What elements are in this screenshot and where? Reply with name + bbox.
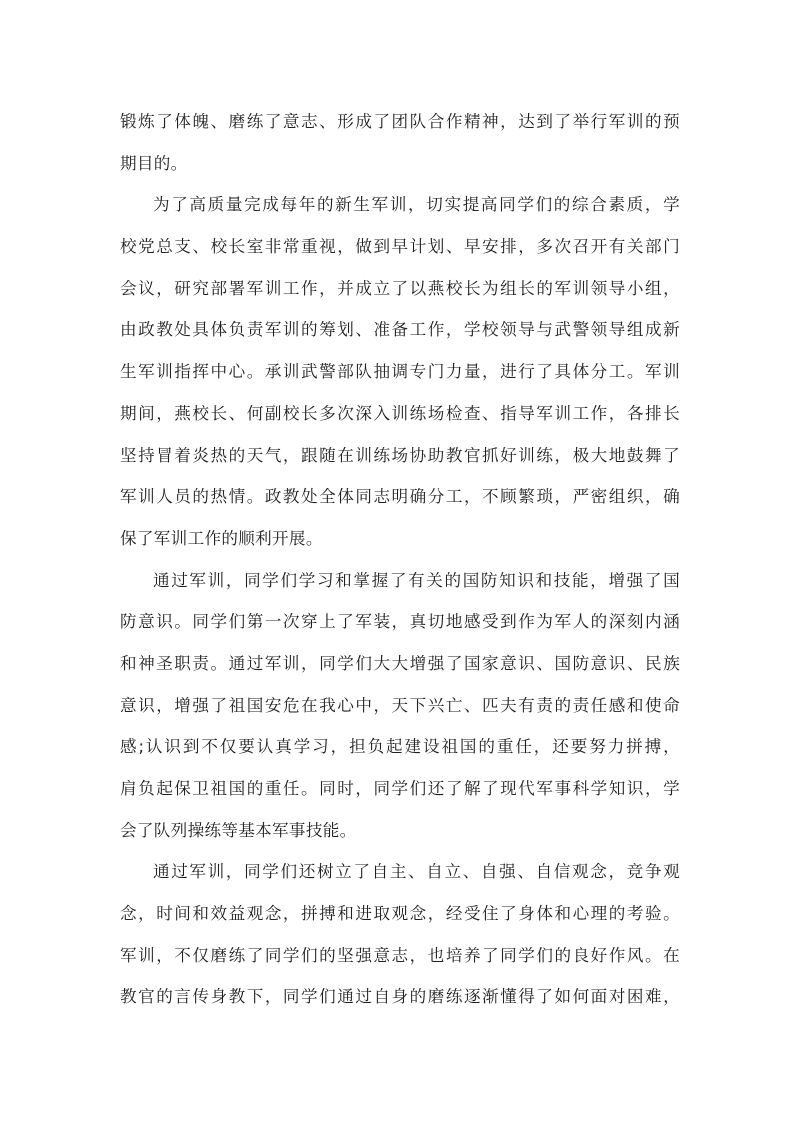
text-line: 会议，研究部署军训工作，并成立了以燕校长为组长的军训领导小组， [120,278,680,298]
text-line: 和神圣职责。通过军训，同学们大大增强了国家意识、国防意识、民族 [120,653,680,673]
text-line: 通过军训，同学们学习和掌握了有关的国防知识和技能，增强了国 [153,570,680,590]
body-text [120,101,680,1018]
paragraph-2 [120,184,680,559]
text-line: 为了高质量完成每年的新生军训，切实提高同学们的综合素质，学 [153,195,680,215]
text-line: 期间，燕校长、何副校长多次深入训练场检查、指导军训工作，各排长 [120,403,680,423]
text-line: 保了军训工作的顺利开展。 [120,528,323,548]
text-line: 防意识。同学们第一次穿上了军装，真切地感受到作为军人的深刻内涵 [120,612,680,632]
text-line: 生军训指挥中心。承训武警部队抽调专门力量，进行了具体分工。军训 [120,362,680,382]
paragraph-4 [120,851,680,1018]
paragraph-3 [120,560,680,852]
text-line: 教官的言传身教下，同学们通过自身的磨练逐渐懂得了如何面对困难， [120,987,680,1007]
text-line: 会了队列操练等基本军事技能。 [120,820,357,840]
text-line: 期目的。 [120,153,188,173]
text-line: 感;认识到不仅要认真学习，担负起建设祖国的重任，还要努力拼搏， [120,737,680,757]
text-line: 坚持冒着炎热的天气，跟随在训练场协助教官抓好训练，极大地鼓舞了 [120,445,680,465]
text-line: 锻炼了体魄、磨练了意志、形成了团队合作精神，达到了举行军训的预 [120,112,680,131]
text-line: 肩负起保卫祖国的重任。同时，同学们还了解了现代军事科学知识，学 [120,779,680,798]
text-line: 念，时间和效益观念，拼搏和进取观念，经受住了身体和心理的考验。 [120,904,680,924]
text-line: 由政教处具体负责军训的筹划、准备工作，学校领导与武警领导组成新 [120,320,680,340]
text-line: 校党总支、校长室非常重视，做到早计划、早安排，多次召开有关部门 [120,237,680,257]
text-line: 意识，增强了祖国安危在我心中，天下兴亡、匹夫有责的责任感和使命 [120,695,680,715]
paragraph-1 [120,101,680,184]
text-line: 军训人员的热情。政教处全体同志明确分工，不顾繁琐，严密组织，确 [120,487,680,507]
text-line: 通过军训，同学们还树立了自主、自立、自强、自信观念，竞争观 [153,862,680,882]
text-line: 军训，不仅磨练了同学们的坚强意志，也培养了同学们的良好作风。在 [120,945,680,965]
